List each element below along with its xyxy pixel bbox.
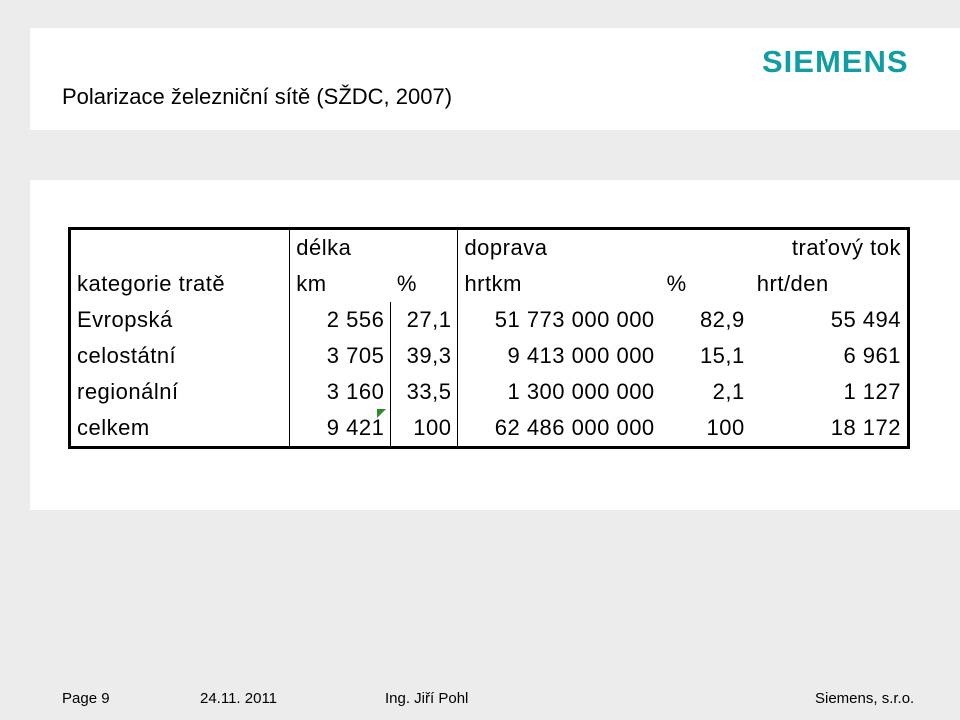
table-row (70, 338, 909, 374)
category-cell: Evropská (77, 307, 173, 332)
value-cell: 15,1 (699, 343, 745, 368)
header-cell-percent: % (396, 271, 417, 296)
value-cell: 1 127 (843, 379, 901, 404)
footer-date: 24.11. 2011 (200, 690, 278, 707)
header-cell (661, 229, 751, 267)
category-cell: celostátní (77, 343, 177, 368)
footer-page: Page 9 (62, 690, 110, 707)
header-cell-percent: % (666, 271, 687, 296)
category-cell: regionální (77, 379, 179, 404)
header-cell-flow: traťový tok (791, 235, 901, 260)
footer-author: Ing. Jiří Pohl (385, 690, 469, 707)
value-cell: 6 961 (843, 343, 901, 368)
value-cell: 3 705 (290, 338, 391, 374)
railway-network-table (68, 227, 910, 449)
header-cell-km: km (290, 266, 391, 302)
header-cell (391, 229, 458, 267)
value-cell: 55 494 (830, 307, 901, 332)
value-cell: 2,1 (712, 379, 745, 404)
value-cell: 18 172 (830, 415, 901, 440)
value-cell: 2 556 (290, 302, 391, 338)
header-cell-hrt-den: hrt/den (756, 271, 829, 296)
value-cell: 39,3 (391, 338, 458, 374)
table-row (70, 374, 909, 410)
header-row-1 (70, 229, 909, 267)
value-cell: 100 (391, 410, 458, 448)
footer-company: Siemens, s.r.o. (815, 690, 915, 707)
value-cell: 33,5 (391, 374, 458, 410)
header-cell-length: délka (290, 229, 391, 267)
category-cell: celkem (77, 415, 150, 440)
header-row-2 (70, 266, 909, 302)
siemens-logo: SIEMENS (762, 44, 909, 79)
value-cell: 82,9 (699, 307, 745, 332)
header-cell-category: kategorie tratě (77, 271, 226, 296)
value-cell: 9 413 000 000 (458, 338, 661, 374)
header-cell-hrtkm: hrtkm (458, 266, 661, 302)
value-cell: 62 486 000 000 (458, 410, 661, 448)
header-cell-traffic: doprava (458, 229, 661, 267)
table-row (70, 302, 909, 338)
value-cell: 3 160 (290, 374, 391, 410)
value-cell: 1 300 000 000 (458, 374, 661, 410)
value-cell: 100 (706, 415, 745, 440)
header-cell (70, 229, 290, 267)
value-cell: 27,1 (391, 302, 458, 338)
cell-comment-marker (377, 409, 386, 418)
slide-title: Polarizace železniční sítě (SŽDC, 2007) (62, 84, 453, 109)
value-cell: 9 421 (290, 410, 391, 448)
table-row-total (70, 410, 909, 448)
value-cell: 51 773 000 000 (458, 302, 661, 338)
